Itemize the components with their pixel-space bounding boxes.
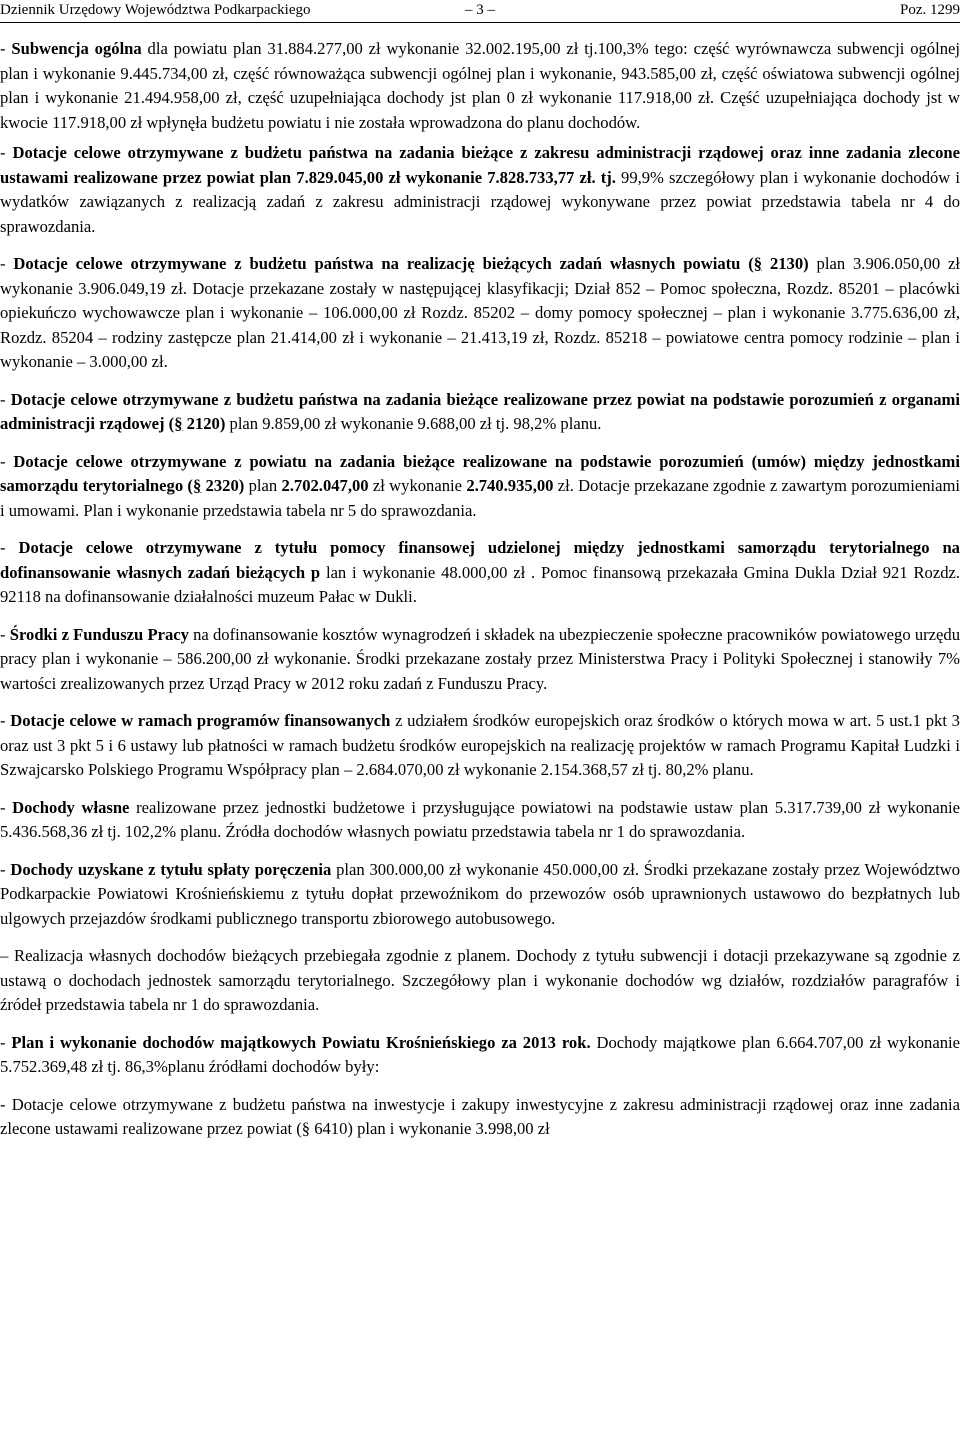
- paragraph-programy-europejskie: [0, 709, 960, 783]
- body-text: plan: [244, 476, 282, 495]
- bold-text: Dotacje celowe otrzymywane z budżetu państwa na realizację bieżących zadań własnych powiatu (: [13, 254, 754, 273]
- paragraph-dotacje-administracja: [0, 141, 960, 239]
- body-text: plan 3.906.050,00 zł wykonanie 3.906.049,19 zł. Dotacje przekazane zostały w następującej klasyfikacji; Dział 852 – Pomoc społeczna, Rozdz. 85201 – placówki opiekuńczo wychowawcze plan i wykonanie – 106.000,00 zł Rozdz. 85202 – domy pomocy społecznej – plan i wykonanie 3.775.636,00 zł, Rozdz. 85204 – rodziny zastępcze plan 21.414,00 zł i wykonanie – 21.413,19 zł, Rozdz. 85218 – powiatowe centra pomocy rodzinie – plan i wykonanie – 3.000,00 zł.: [0, 254, 960, 371]
- bold-text: Plan i wykonanie dochodów majątkowych Powiatu Krośnieńskiego za 2013 rok.: [11, 1032, 591, 1052]
- body-text: na dofinansowanie kosztów wynagrodzeń i składek na ubezpieczenie społeczne pracowników powiatowego urzędu pracy plan i wykonanie – 586.200,00 zł wykonanie. Środki przekazane zostały przez Ministerstwa Pracy i Polityki Społecznej i stanowiły 7% wartości zrealizowanych przez Urząd Pracy w 2012 roku zadań z Funduszu Pracy.: [0, 624, 960, 693]
- bold-text: 2120): [182, 414, 226, 433]
- paragraph-dochody-majatkowe: [0, 1031, 960, 1080]
- bold-text: Dotacje celowe otrzymywane z budżetu państwa na zadania bieżące z zakresu administracji rządowej oraz inne zadania zlecone ustawami realizowane przez powiat plan 7.829.045,00 zł wykonanie 7.828.733,77 zł. tj.: [0, 143, 960, 187]
- page-header: [0, 0, 960, 23]
- bold-text: §: [174, 414, 183, 433]
- body-text: -: [0, 254, 14, 273]
- body-text: -: [0, 1032, 12, 1052]
- body-text: -: [0, 389, 11, 409]
- bold-text: Subwencja ogólna: [11, 39, 142, 58]
- paragraph-dotacje-porozumienia: [0, 388, 960, 437]
- paragraph-dochody-wlasne: [0, 796, 960, 845]
- bold-text: Dochody uzyskane z tytułu spłaty poręczenia: [10, 859, 332, 879]
- paragraph-pomoc-finansowa: [0, 536, 960, 610]
- body-text: zł. Dotacje przekazane zgodnie z zawartym porozumieniami i umowami. Plan i wykonanie przedstawia tabela nr 5 do sprawozdania.: [0, 476, 960, 520]
- bold-text: §: [753, 254, 763, 273]
- paragraph-dotacje-inwestycje: [0, 1093, 960, 1142]
- body-text: -: [0, 39, 12, 58]
- body-text: lan i wykonanie 48.000,00 zł . Pomoc finansową przekazała Gmina Dukla Dział 921 Rozdz. 92118 na dofinansowanie działalności muzeum Pałac w Dukli.: [0, 562, 960, 606]
- page-number: – 3 –: [465, 2, 495, 18]
- bold-text: 2320): [201, 476, 245, 495]
- body-text: -: [0, 711, 11, 730]
- bold-text: Dotacje celowe otrzymywane z powiatu na zadania bieżące realizowane na podstawie porozumień (umów) między jednostkami samorządu terytorialnego (: [0, 451, 960, 495]
- paragraph-dotacje-zadania-wlasne: [0, 252, 960, 375]
- body-text: – Realizacja własnych dochodów bieżących przebiegała zgodnie z planem. Dochody z tytułu subwencji i dotacji przekazywane są zgodnie z ustawą o dochodach jednostek samorządu terytorialnego. Szczegółowy plan i wykonanie dochodów wg działów, rozdziałów paragrafów i źródeł przedstawia tabela nr 1 do sprawozdania.: [0, 946, 960, 1014]
- body-text: -: [0, 451, 14, 471]
- body-text: -: [0, 538, 19, 557]
- paragraph-subwencja: [0, 37, 960, 135]
- body-text: plan 9.859,00 zł wykonanie 9.688,00 zł tj. 98,2% planu.: [225, 414, 602, 433]
- bold-text: Dotacje celowe otrzymywane z tytułu pomocy finansowej udzielonej między jednostkami samorządu terytorialnego na dofinansowanie własnych zadań bieżących p: [0, 538, 960, 582]
- body-text: - Dotacje celowe otrzymywane z budżetu państwa na inwestycje i zakupy inwestycyjne z zakresu administracji rządowej oraz inne zadania zlecone ustawami realizowane przez powiat (§ 6410) plan i wykonanie 3.998,00 zł: [0, 1094, 960, 1138]
- bold-text: Środki z Funduszu Pracy: [9, 624, 189, 644]
- position-number: Poz. 1299: [900, 2, 960, 18]
- bold-text: 2.740.935,00: [466, 476, 554, 495]
- body-text: dla powiatu plan 31.884.277,00 zł wykonanie 32.002.195,00 zł tj.100,3% tego: część wyrównawcza subwencji ogólnej plan i wykonanie 9.445.734,00 zł, część równoważąca subwencji ogólnej plan i wykonanie, 943.585,00 zł, część oświatowa subwencji ogólnej plan i wykonanie 21.494.958,00 zł, część uzupełniająca dochody jst plan 0 zł wykonanie 117.918,00 zł. Część uzupełniająca dochody jst w kwocie 117.918,00 zł wpłynęła budżetu powiatu i nie została wprowadzona do planu dochodów.: [0, 39, 960, 132]
- bold-text: 2.702.047,00: [281, 476, 369, 495]
- bold-text: Dochody własne: [12, 797, 130, 817]
- body-text: plan 300.000,00 zł wykonanie 450.000,00 zł. Środki przekazane zostały przez Województwo Podkarpackie Powiatowi Krośnieńskiemu z tytułu dopłat przewoźnikom do przewozów osób uprawnionych ustawowo do bezpłatnych lub ulgowych przejazdów środkami publicznego transportu zbiorowego autobusowego.: [0, 859, 960, 928]
- paragraph-fundusz-pracy: [0, 623, 960, 697]
- body-text: -: [0, 624, 10, 644]
- journal-title: Dziennik Urzędowy Województwa Podkarpackiego: [0, 2, 311, 18]
- body-text: -: [0, 797, 13, 817]
- bold-text: 2130): [762, 254, 809, 273]
- bold-text: §: [192, 476, 202, 495]
- document-body: [0, 37, 960, 1155]
- body-text: Dochody majątkowe plan 6.664.707,00 zł wykonanie 5.752.369,48 zł tj. 86,3%planu źródłami dochodów były:: [0, 1032, 960, 1076]
- body-text: zł wykonanie: [368, 476, 467, 495]
- bold-text: Dotacje celowe w ramach programów finansowanych: [10, 711, 391, 730]
- bold-text: Dotacje celowe otrzymywane z budżetu państwa na zadania bieżące realizowane przez powiat na podstawie porozumień z organami administracji rządowej (: [0, 389, 960, 433]
- paragraph-dotacje-jst: [0, 450, 960, 524]
- body-text: 99,9% szczegółowy plan i wykonanie dochodów i wydatków zawiązanych z realizacją zadań z zakresu administracji rządowej wykonywane przez powiat przedstawia tabela nr 4 do sprawozdania.: [0, 167, 960, 236]
- body-text: -: [0, 143, 13, 162]
- body-text: realizowane przez jednostki budżetowe i przysługujące powiatowi na podstawie ustaw plan 5.317.739,00 zł wykonanie 5.436.568,36 zł tj. 102,2% planu. Źródła dochodów własnych powiatu przedstawia tabela nr 1 do sprawozdania.: [0, 797, 960, 841]
- body-text: -: [0, 859, 11, 879]
- body-text: z udziałem środków europejskich oraz środków o których mowa w art. 5 ust.1 pkt 3 oraz ust 3 pkt 5 i 6 ustawy lub płatności w ramach budżetu środków europejskich na realizację projektów w ramach Programu Kapitał Ludzki i Szwajcarsko Polskiego Programu Współpracy plan – 2.684.070,00 zł wykonanie 2.154.368,57 zł tj. 80,2% planu.: [0, 711, 960, 779]
- paragraph-splata-poreczenia: [0, 858, 960, 932]
- paragraph-realizacja-dochodow: [0, 944, 960, 1018]
